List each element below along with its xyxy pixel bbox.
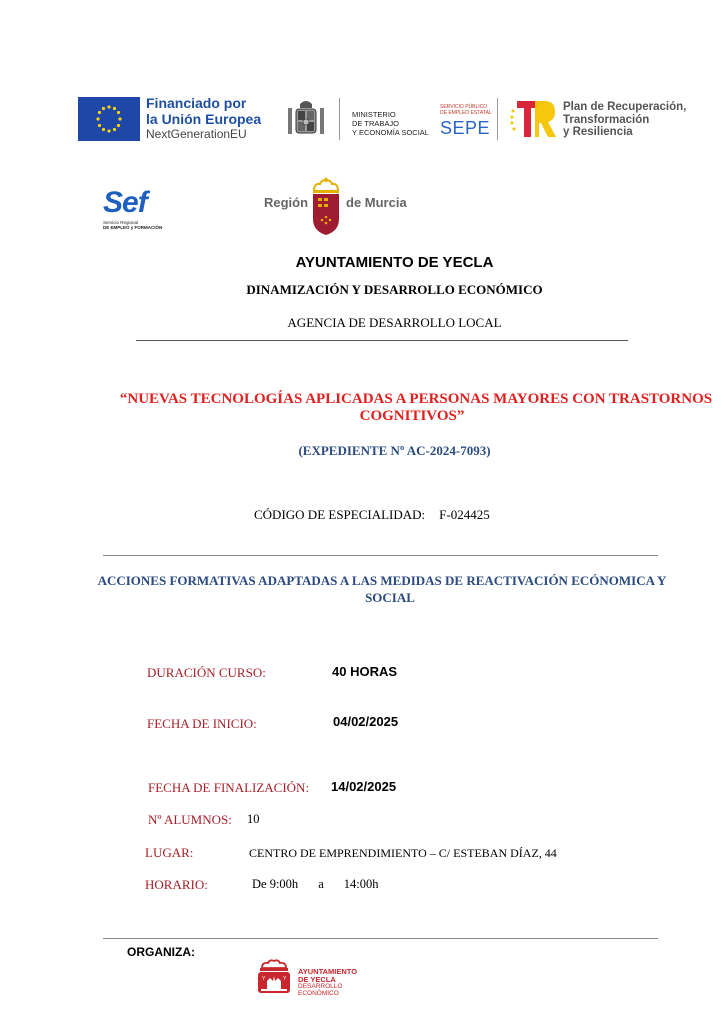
department-name: DINAMIZACIÓN Y DESARROLLO ECONÓMICO [246,282,543,297]
eu-line-3: NextGenerationEU [146,127,247,141]
eu-line-2: la Unión Europea [146,111,262,127]
lugar-label: LUGAR: [145,845,194,860]
ay-logo-line-2: DE YECLA [298,974,336,984]
program-line-1: ACCIONES FORMATIVAS ADAPTADAS A LAS MEDIDAS DE REACTIVACIÓN ECÓNOMICA Y [97,573,667,588]
eu-stars-icon [78,97,140,141]
eu-flag-logo [78,97,140,141]
inicio-value: 04/02/2025 [333,714,399,729]
ayuntamiento-yecla-logo-text [298,969,357,997]
fin-value: 14/02/2025 [331,779,397,794]
sepe-small-2: DE EMPLEO ESTATAL [440,110,492,116]
department-title [0,282,725,298]
agency-title [0,315,725,331]
ministerio-line-2: DE TRABAJO [352,119,399,128]
prtr-line-1: Plan de Recuperación, [563,101,687,113]
ministerio-line-3: Y ECONOMÍA SOCIAL [352,128,429,137]
duracion-label: DURACIÓN CURSO: [147,665,266,680]
svg-text:Y: Y [262,976,266,982]
codigo-value: F-024425 [439,507,490,522]
sef-logo-text: Sef [103,186,147,219]
murcia-coat-of-arms-icon [310,177,342,242]
codigo-label: CÓDIGO DE ESPECIALIDAD: [254,507,426,522]
prtr-logo-icon [509,99,559,144]
organization-title [0,254,725,271]
murcia-text-right: de Murcia [346,195,407,210]
eu-line-1: Financiado por [146,95,247,111]
codigo-especialidad [254,507,490,523]
svg-text:Y: Y [283,976,287,982]
program-line-2: SOCIAL [365,590,415,605]
ay-logo-line-3: DESARROLLO [298,983,343,990]
organization-name: AYUNTAMIENTO DE YECLA [295,254,494,271]
footer-divider [103,938,658,939]
ayuntamiento-yecla-emblem-icon [256,959,292,1000]
header-divider [136,340,628,341]
alumnos-label: Nº ALUMNOS: [148,812,232,827]
horario-to: 14:00h [343,877,379,891]
horario-label: HORARIO: [145,877,208,892]
ay-logo-line-1: AYUNTAMIENTO [298,967,358,976]
sepe-subtitle [440,104,492,116]
section-divider [103,555,658,556]
lugar-value: CENTRO DE EMPRENDIMIENTO – C/ ESTEBAN DÍAZ, 44 [249,846,557,860]
course-title-line-2: COGNITIVOS” [359,408,465,424]
course-title [0,391,725,425]
prtr-line-3: y Resiliencia [563,126,633,138]
logo-divider [497,98,498,140]
horario-separator: a [318,877,324,891]
duracion-value: 40 HORAS [332,664,398,679]
fin-label: FECHA DE FINALIZACIÓN: [148,780,310,795]
expediente-number: (EXPEDIENTE Nº AC-2024-7093) [298,443,491,458]
course-title-line-1: “NUEVAS TECNOLOGÍAS APLICADAS A PERSONAS MAYORES CON TRASTORNOS [119,391,713,407]
inicio-label: FECHA DE INICIO: [147,716,257,731]
murcia-text-left: Región [264,195,309,210]
ministerio-line-1: MINISTERIO [352,110,396,119]
sef-sub-2: DE EMPLEO y FORMACIÓN [103,225,163,230]
sepe-logo-text: SEPE [440,118,491,138]
horario-from: De 9:00h [252,877,299,891]
alumnos-value: 10 [247,812,260,826]
horario-value [252,877,378,892]
prtr-line-2: Transformación [563,113,650,126]
spain-coat-of-arms-icon [286,98,326,145]
prtr-text [563,101,686,139]
eu-funding-text [146,95,261,142]
sef-subtitle [103,220,162,230]
agency-name: AGENCIA DE DESARROLLO LOCAL [287,315,502,330]
sepe-small-1: SERVICIO PÚBLICO [440,104,488,110]
sef-sub-1: Servicio Regional [103,220,139,225]
program-title [0,572,725,606]
logo-divider [339,98,340,140]
organiza-label: ORGANIZA: [127,945,195,959]
ministerio-text [352,110,429,137]
expediente [0,443,725,459]
ay-logo-line-4: ECONÓMICO [298,989,339,997]
